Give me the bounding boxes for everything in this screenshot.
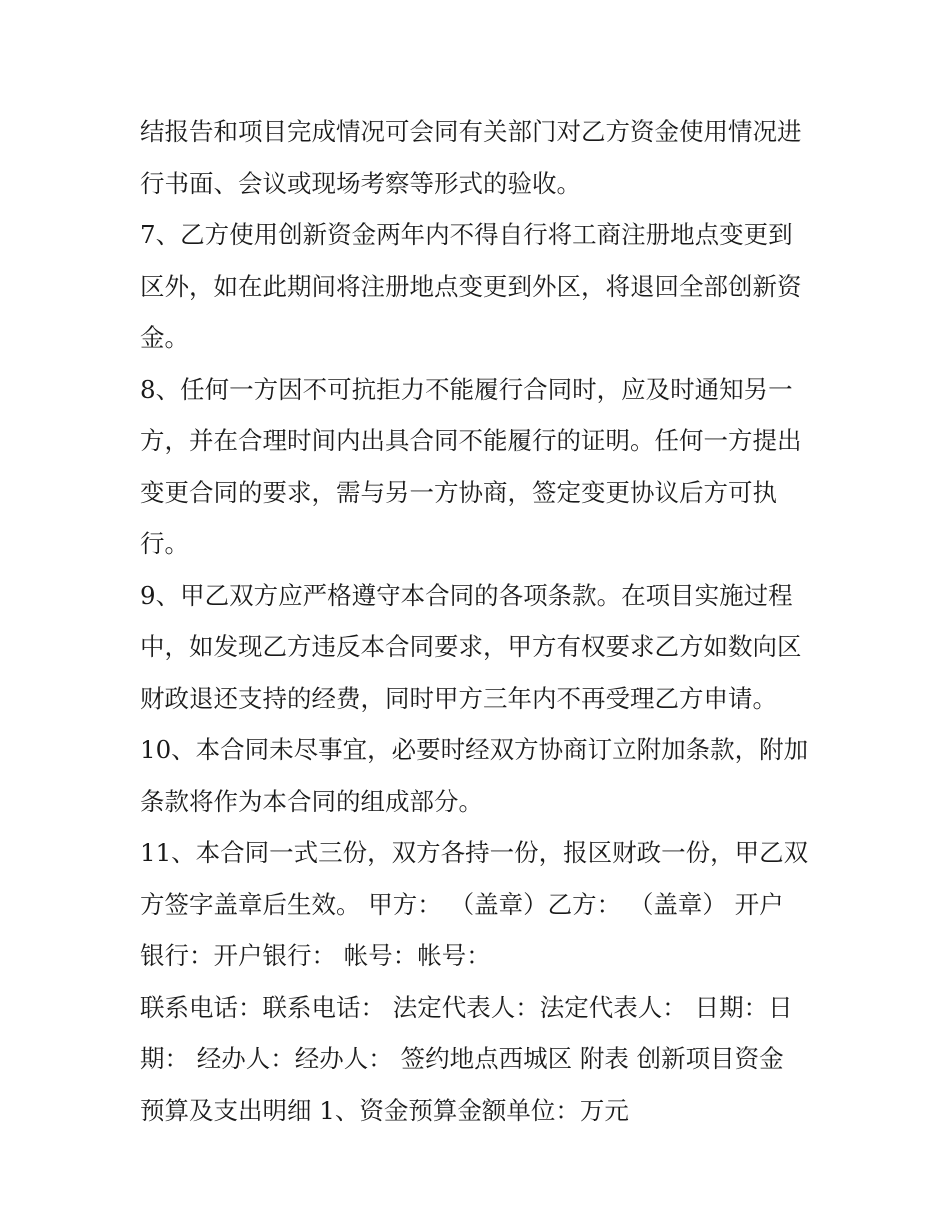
bank-account-line: 银行：开户银行： 帐号：帐号：	[140, 941, 491, 970]
clause-10-line: 10、本合同未尽事宜，必要时经双方协商订立附加条款，附加	[140, 735, 809, 764]
text-line: 中，如发现乙方违反本合同要求，甲方有权要求乙方如数向区	[140, 632, 802, 661]
contact-line: 联系电话：联系电话： 法定代表人：法定代表人： 日期：日	[140, 992, 793, 1022]
clause-9-line: 9、甲乙双方应严格遵守本合同的各项条款。在项目实施过程	[140, 580, 793, 610]
signing-info-line: 期： 经办人：经办人： 签约地点西城区 附表 创新项目资金	[140, 1044, 784, 1073]
text-line: 财政退还支持的经费，同时甲方三年内不再受理乙方申请。	[140, 683, 777, 713]
text-line: 变更合同的要求，需与另一方协商，签定变更协议后方可执	[140, 477, 777, 507]
text-line: 条款将作为本合同的组成部分。	[140, 786, 483, 816]
text-line: 金。	[140, 323, 189, 352]
text-line: 行书面、会议或现场考察等形式的验收。	[140, 168, 581, 198]
budget-heading-line: 预算及支出明细 1、资金预算金额单位：万元	[140, 1095, 629, 1125]
text-line: 结报告和项目完成情况可会同有关部门对乙方资金使用情况进	[140, 117, 802, 146]
text-line: 区外，如在此期间将注册地点变更到外区，将退回全部创新资	[140, 271, 802, 301]
text-line: 方，并在合理时间内出具合同不能履行的证明。任何一方提出	[140, 426, 802, 455]
signature-line: 方签字盖章后生效。 甲方： （盖章）乙方： （盖章） 开户	[140, 889, 784, 919]
clause-11-line: 11、本合同一式三份，双方各持一份，报区财政一份，甲乙双	[140, 838, 809, 867]
text-line: 行。	[140, 529, 189, 558]
clause-7-line: 7、乙方使用创新资金两年内不得自行将工商注册地点变更到	[140, 220, 793, 249]
contract-body-text	[140, 106, 820, 1136]
clause-8-line: 8、任何一方因不可抗拒力不能履行合同时，应及时通知另一	[140, 374, 793, 404]
